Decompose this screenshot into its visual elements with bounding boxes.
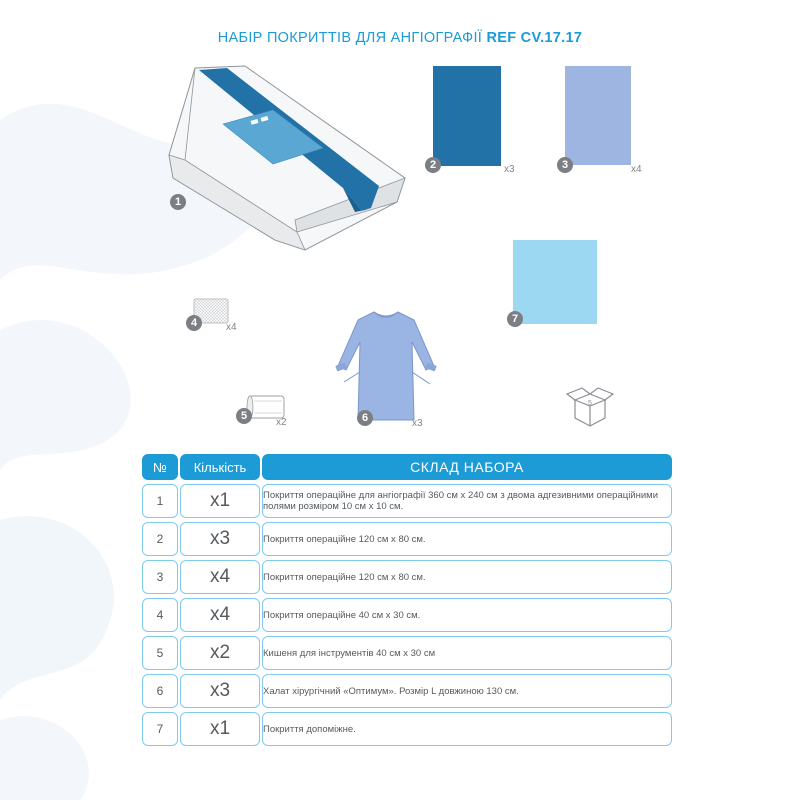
- row-quantity: x3: [180, 674, 260, 708]
- row-number: 5: [142, 636, 178, 670]
- item-3-multiplier: x4: [631, 164, 642, 175]
- item-2-drape-dark-blue: [433, 66, 501, 166]
- header-composition: СКЛАД НАБОРА: [262, 454, 672, 480]
- item-5-number-badge: 5: [236, 408, 252, 424]
- table-row: [142, 560, 672, 594]
- table-row: [142, 484, 672, 518]
- table-row: [142, 522, 672, 556]
- item-6-multiplier: x3: [412, 418, 423, 429]
- item-2-multiplier: x3: [504, 164, 515, 175]
- item-1-number-badge: 1: [170, 194, 186, 210]
- row-description: Халат хірургічний «Оптимум». Розмір L довжиною 130 см.: [262, 674, 672, 708]
- table-row: [142, 636, 672, 670]
- table-row: [142, 674, 672, 708]
- header-quantity: Кількість: [180, 454, 260, 480]
- table-header-row: [142, 454, 672, 480]
- row-description: Покриття операційне 40 см х 30 см.: [262, 598, 672, 632]
- table-row: [142, 712, 672, 746]
- item-7-number-badge: 7: [507, 311, 523, 327]
- page-title: [0, 30, 800, 46]
- row-quantity: x1: [180, 484, 260, 518]
- row-description: Покриття операційне 120 см х 80 см.: [262, 560, 672, 594]
- item-3-number-badge: 3: [557, 157, 573, 173]
- item-1-angiography-drape: [165, 60, 410, 255]
- row-quantity: x4: [180, 598, 260, 632]
- item-7-auxiliary-drape: [513, 240, 597, 324]
- item-2-number-badge: 2: [425, 157, 441, 173]
- title-prefix: НАБІР ПОКРИТТІВ ДЛЯ АНГІОГРАФІЇ: [217, 30, 483, 46]
- header-number: №: [142, 454, 178, 480]
- row-description: Покриття операційне 120 см х 80 см.: [262, 522, 672, 556]
- box-icon: [565, 386, 615, 428]
- row-quantity: x4: [180, 560, 260, 594]
- item-4-multiplier: x4: [226, 322, 237, 333]
- box-icon-label: 5: [588, 400, 592, 407]
- row-number: 3: [142, 560, 178, 594]
- row-quantity: x1: [180, 712, 260, 746]
- item-3-drape-light-blue: [565, 66, 631, 165]
- row-description: Покриття допоміжне.: [262, 712, 672, 746]
- table-row: [142, 598, 672, 632]
- composition-table: [140, 450, 674, 750]
- row-description: Кишеня для інструментів 40 см х 30 см: [262, 636, 672, 670]
- item-6-number-badge: 6: [357, 410, 373, 426]
- row-number: 7: [142, 712, 178, 746]
- item-5-multiplier: x2: [276, 417, 287, 428]
- row-number: 6: [142, 674, 178, 708]
- row-quantity: x2: [180, 636, 260, 670]
- item-4-number-badge: 4: [186, 315, 202, 331]
- row-description: Покриття операційне для ангіографії 360 см х 240 см з двома адгезивними операційними полями розміром 10 см х 10 см.: [262, 484, 672, 518]
- row-number: 2: [142, 522, 178, 556]
- item-6-surgical-gown: [334, 308, 438, 426]
- row-number: 4: [142, 598, 178, 632]
- row-number: 1: [142, 484, 178, 518]
- row-quantity: x3: [180, 522, 260, 556]
- title-ref: REF CV.17.17: [486, 30, 583, 46]
